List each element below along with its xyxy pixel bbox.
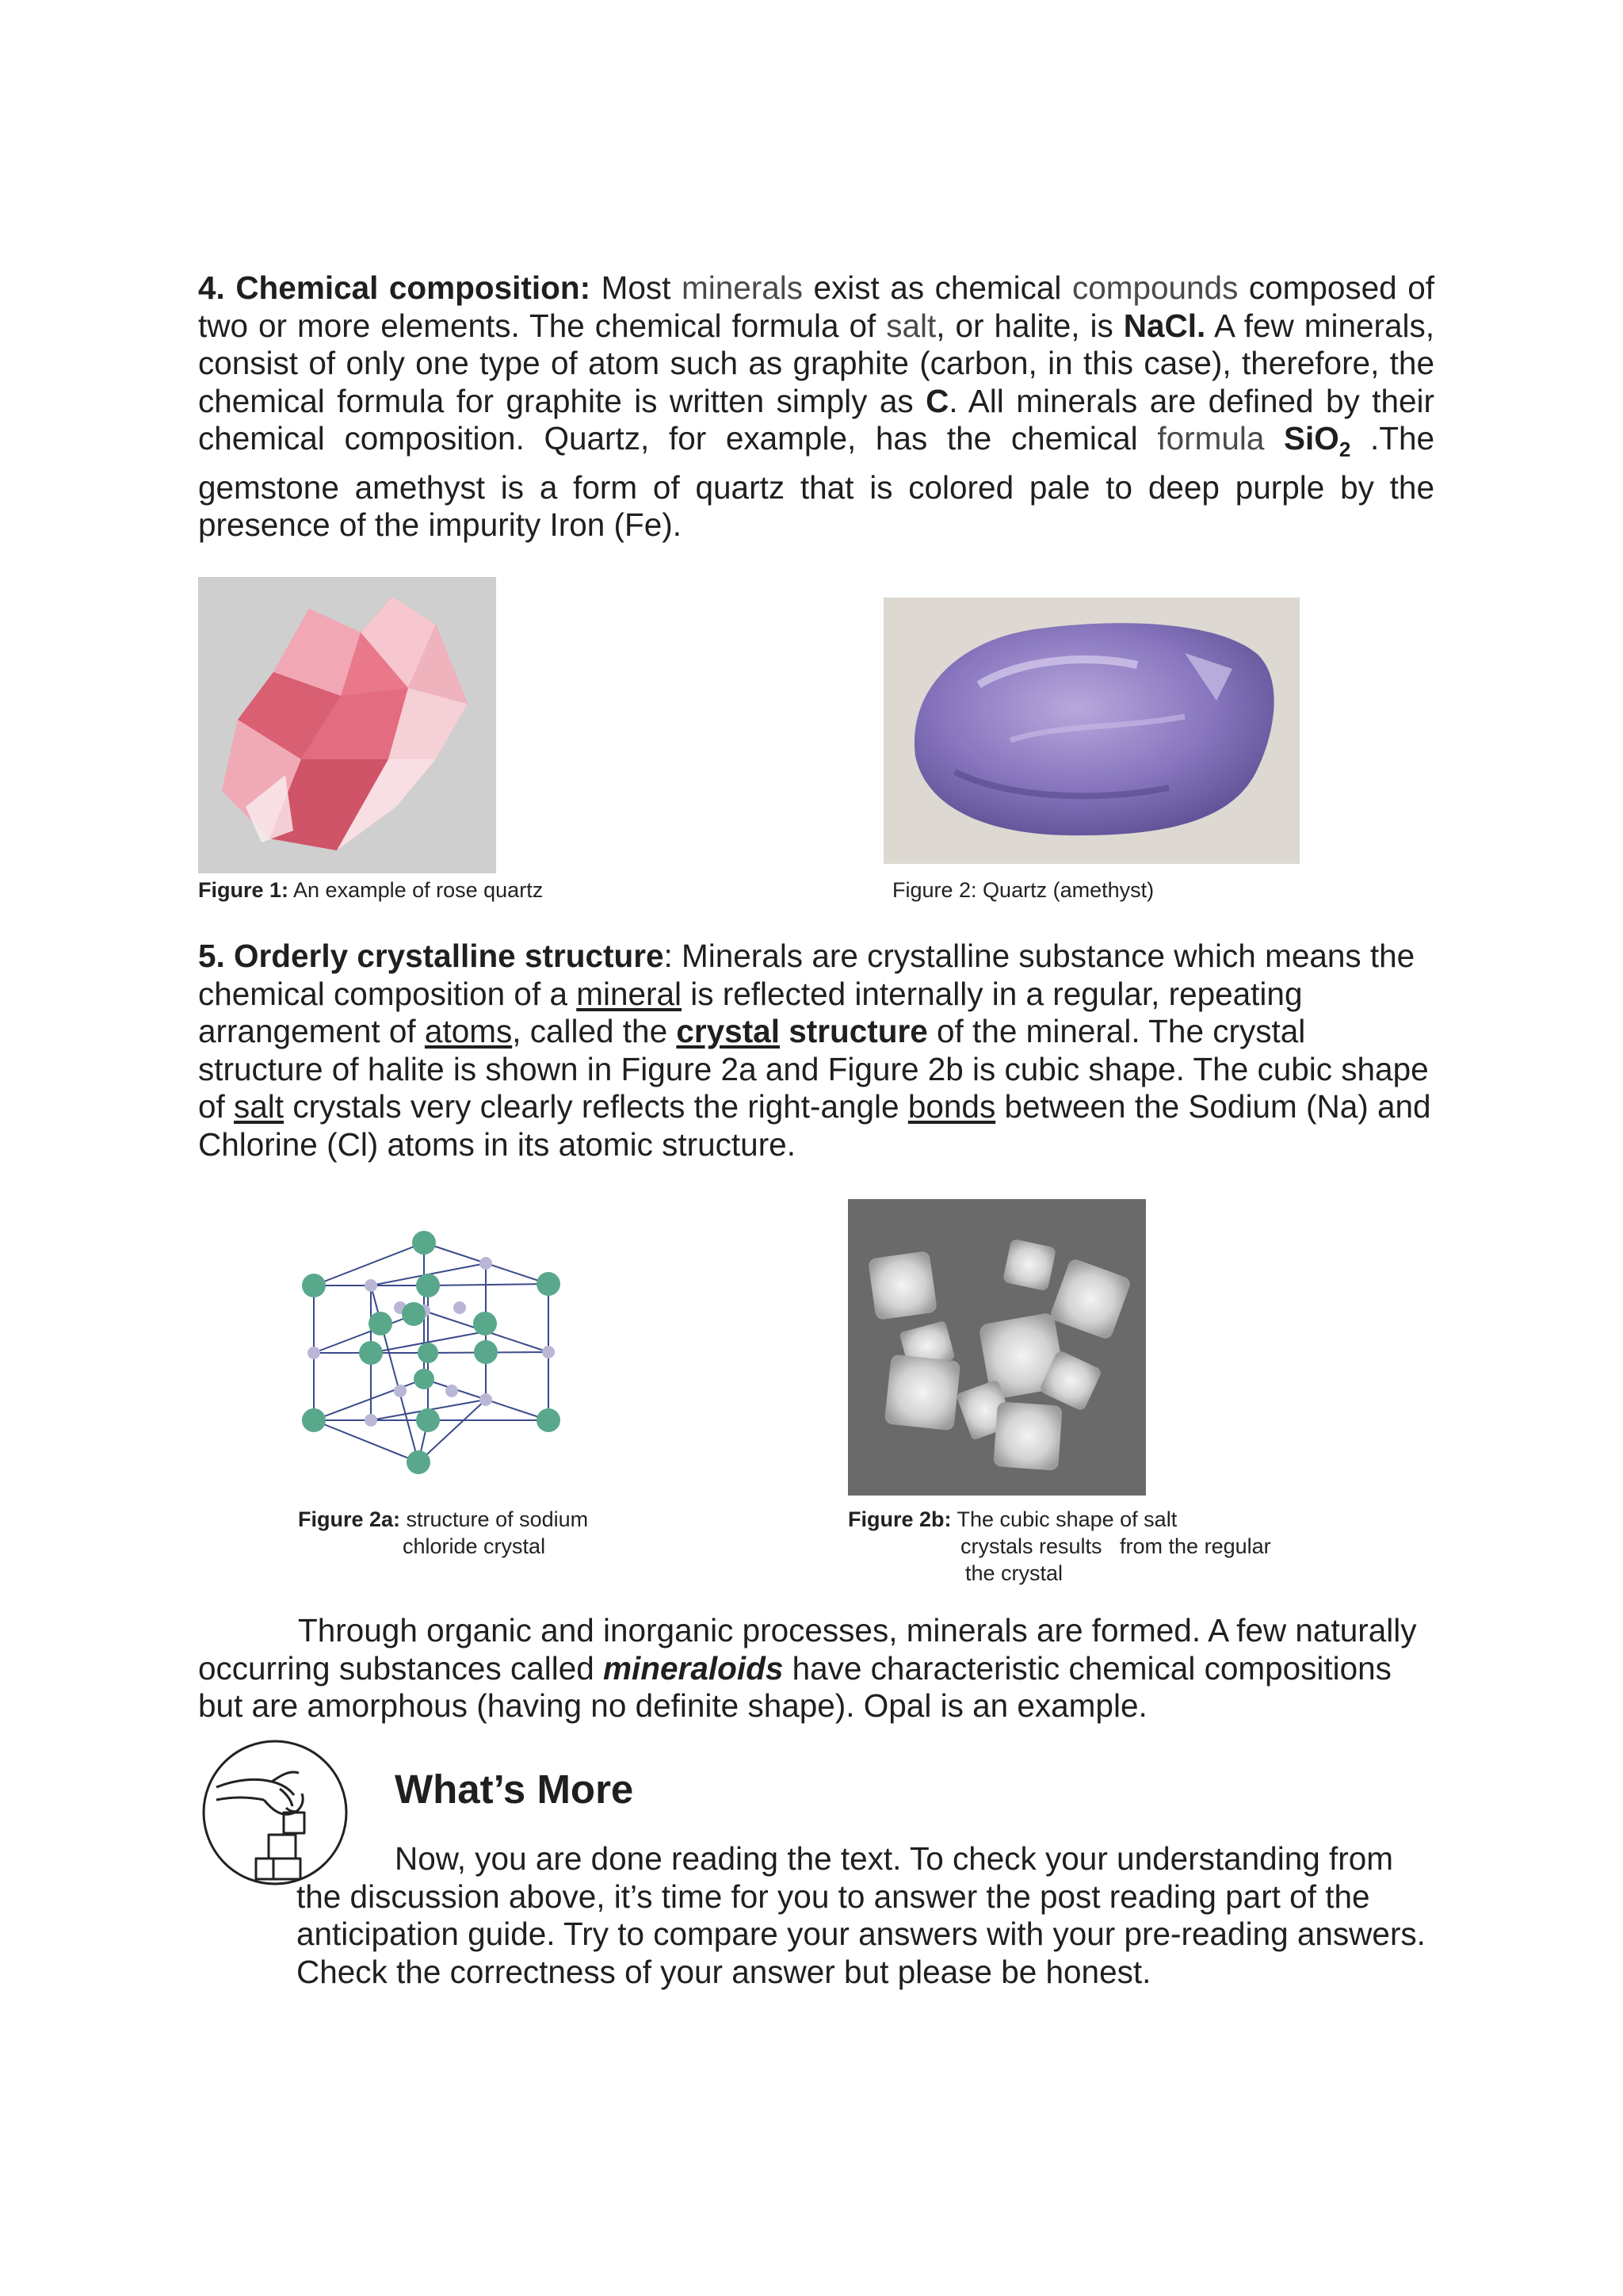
- figure-2a-caption: [298, 1506, 588, 1560]
- formula-c: C: [926, 382, 949, 419]
- text: have characteristic chemical compositions but are amorphous (having no definite shape). Opal is an example.: [198, 1649, 1392, 1724]
- figure-2a-caption-line2: chloride crystal: [403, 1534, 546, 1558]
- text: Through organic and inorganic processes, minerals are formed. A few naturally occurring substances called: [198, 1612, 1417, 1687]
- term-salt: salt: [234, 1088, 285, 1125]
- figure-2b-caption-line1: [848, 1506, 1271, 1533]
- term-mineraloids: mineraloids: [603, 1649, 784, 1687]
- formula-sio2-subscript: 2: [1338, 437, 1351, 462]
- figure-2b-caption: [848, 1506, 1271, 1587]
- formula-nacl: NaCl.: [1123, 307, 1206, 344]
- section-4-number: 4.: [198, 269, 225, 306]
- text: crystals very clearly reflects the right-angle: [284, 1088, 908, 1125]
- term-atoms: atoms: [424, 1013, 513, 1049]
- mineraloids-paragraph: [198, 1612, 1434, 1725]
- term-compounds: compounds: [1071, 269, 1239, 306]
- figure-2b-text: The cubic shape of salt: [951, 1507, 1178, 1531]
- text: , or halite, is: [936, 307, 1124, 344]
- figure-1-caption: [198, 877, 543, 904]
- figure-2b-caption-line3: the crystal: [965, 1561, 1064, 1585]
- figure-2-amethyst-image: [884, 598, 1300, 864]
- whats-more-paragraph: Now, you are done reading the text. To check your understanding from the discussion above, it’s time for you to answer the post reading part of the anticipation guide. Try to compare your answers with your pre-reading answers. Check the correctness of your answer but please be honest.: [296, 1840, 1426, 1990]
- figure-1-rose-quartz-image: [198, 577, 496, 873]
- whats-more-heading: What’s More: [395, 1767, 634, 1812]
- figure-2b-salt-crystals-image: [848, 1199, 1146, 1496]
- term-minerals: minerals: [681, 269, 803, 306]
- section-5-heading: 5. Orderly crystalline structure: [198, 938, 664, 974]
- figure-2-caption: Figure 2: Quartz (amethyst): [892, 878, 1155, 902]
- formula-sio2: [1284, 420, 1351, 462]
- text: is reflected internally in a regular, repeating arrangement of: [198, 975, 1303, 1049]
- term-salt: salt: [886, 307, 937, 344]
- term-crystal: crystal: [676, 1013, 780, 1049]
- term-structure: structure: [779, 1013, 928, 1049]
- term-formula: formula: [1157, 420, 1265, 457]
- text: exist as chemical: [803, 269, 1072, 306]
- text: A few minerals, consist of only one type of atom such as graphite (carbon, in this case), therefore, the chemical formula for graphite is written simply as: [198, 307, 1435, 419]
- figure-2a-nacl-lattice-diagram: [285, 1221, 579, 1490]
- text: composed of two or more elements. The chemical formula of: [198, 269, 1434, 344]
- figure-2a-caption-line1: [298, 1506, 588, 1533]
- text: of the mineral. The crystal structure of halite is shown in Figure 2a and Figure 2b is cubic shape. The cubic shape of: [198, 1013, 1429, 1125]
- text: , called the: [512, 1013, 677, 1049]
- formula-sio2-base: SiO: [1284, 420, 1339, 457]
- text: [1264, 420, 1284, 457]
- section-5-paragraph: [198, 938, 1434, 1163]
- text: Most: [590, 269, 682, 306]
- text: : Minerals are crystalline substance which means the chemical composition of a: [198, 938, 1415, 1012]
- figure-1-text: An example of rose quartz: [288, 878, 544, 902]
- section-4-paragraph: [198, 269, 1434, 544]
- term-mineral: mineral: [576, 975, 682, 1012]
- figure-2a-text: structure of sodium: [400, 1507, 589, 1531]
- section-4-heading: Chemical composition:: [235, 269, 591, 306]
- figure-2b-caption-line2: crystals results from the regular: [960, 1534, 1271, 1558]
- text: between the Sodium (Na) and Chlorine (Cl) atoms in its atomic structure.: [198, 1088, 1431, 1163]
- figure-2b-label: Figure 2b:: [848, 1507, 952, 1531]
- figure-1-label: Figure 1:: [198, 878, 289, 902]
- text: . All minerals are defined by their chemical composition. Quartz, for example, has the chemical: [198, 382, 1434, 457]
- term-bonds: bonds: [907, 1088, 996, 1125]
- figure-2a-label: Figure 2a:: [298, 1507, 401, 1531]
- text: .The gemstone amethyst is a form of quartz that is colored pale to deep purple by the presence of the impurity Iron (Fe).: [198, 420, 1434, 544]
